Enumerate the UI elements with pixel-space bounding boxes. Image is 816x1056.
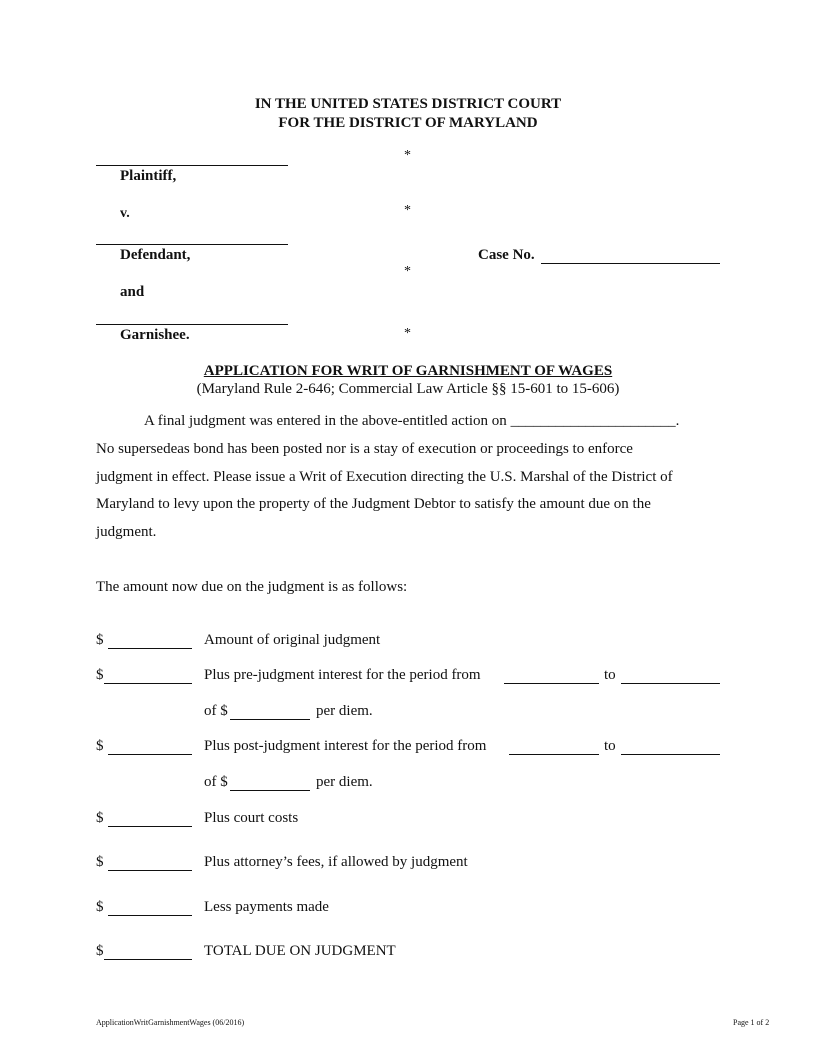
to-label: to [604,667,616,683]
plaintiff-label: Plaintiff, [120,168,177,184]
caption-star: * [404,326,411,341]
dollar-sign: $ [96,943,104,959]
dollar-sign: $ [96,738,104,754]
amount-intro: The amount now due on the judgment is as follows: [96,579,408,595]
form-identifier: ApplicationWritGarnishmentWages (06/2016) [96,1018,245,1027]
paragraph-line-3: judgment in effect. Please issue a Writ of Execution directing the U.S. Marshal of the District of [96,469,673,485]
document-title-text: APPLICATION FOR WRIT OF GARNISHMENT OF WAGES [203,363,613,379]
per-diem-label: per diem. [316,774,373,790]
dollar-sign: $ [96,632,104,648]
pre-judgment-from-date-blank[interactable] [504,683,599,684]
court-name-line2: FOR THE DISTRICT OF MARYLAND [278,115,538,131]
judgment-date-blank[interactable]: ______________________. [510,413,680,429]
plaintiff-blank-line[interactable] [96,165,288,166]
attorney-fees-amount-blank[interactable] [108,870,192,871]
dollar-sign: $ [96,899,104,915]
pre-judgment-interest-label: Plus pre-judgment interest for the period from [204,667,481,683]
post-judgment-interest-label: Plus post-judgment interest for the period from [204,738,487,754]
post-judgment-interest-amount-blank[interactable] [108,754,192,755]
judgment-date-text: A final judgment was entered in the above-entitled action on [144,413,507,429]
garnishee-blank-line[interactable] [96,324,288,325]
court-name-line1: IN THE UNITED STATES DISTRICT COURT [254,96,562,112]
of-label: of $ [204,703,228,719]
pre-judgment-to-date-blank[interactable] [621,683,720,684]
dollar-sign: $ [96,667,104,683]
defendant-blank-line[interactable] [96,244,288,245]
post-judgment-to-date-blank[interactable] [621,754,720,755]
caption-star: * [404,203,411,218]
post-judgment-from-date-blank[interactable] [509,754,599,755]
dollar-sign: $ [96,854,104,870]
and-label: and [120,284,145,300]
versus-label: v. [120,206,130,221]
case-no-label: Case No. [478,247,535,263]
caption-star: * [404,148,411,163]
document-title [0,363,816,380]
to-label: to [604,738,616,754]
of-label: of $ [204,774,228,790]
defendant-label: Defendant, [120,247,191,263]
pre-judgment-per-diem-blank[interactable] [230,719,310,720]
per-diem-label: per diem. [316,703,373,719]
page-number: Page 1 of 2 [733,1018,770,1027]
paragraph-line-5: judgment. [96,524,157,540]
post-judgment-per-diem-blank[interactable] [230,790,310,791]
payments-amount-blank[interactable] [108,915,192,916]
original-judgment-label: Amount of original judgment [204,632,381,648]
case-no-blank-line[interactable] [541,263,720,264]
caption-star: * [404,264,411,279]
document-subtitle: (Maryland Rule 2-646; Commercial Law Article §§ 15-601 to 15-606) [196,381,620,397]
garnishee-label: Garnishee. [120,327,190,343]
dollar-sign: $ [96,810,104,826]
paragraph-line-4: Maryland to levy upon the property of the Judgment Debtor to satisfy the amount due on the [96,496,651,512]
court-costs-amount-blank[interactable] [108,826,192,827]
court-costs-label: Plus court costs [204,810,299,826]
attorney-fees-label: Plus attorney’s fees, if allowed by judgment [204,854,468,870]
paragraph-line-2: No supersedeas bond has been posted nor is a stay of execution or proceedings to enforce [96,441,633,457]
original-judgment-amount-blank[interactable] [108,648,192,649]
paragraph-line-1 [144,413,679,430]
total-amount-blank[interactable] [104,959,192,960]
pre-judgment-interest-amount-blank[interactable] [104,683,192,684]
total-label: TOTAL DUE ON JUDGMENT [204,943,396,959]
payments-label: Less payments made [204,899,329,915]
